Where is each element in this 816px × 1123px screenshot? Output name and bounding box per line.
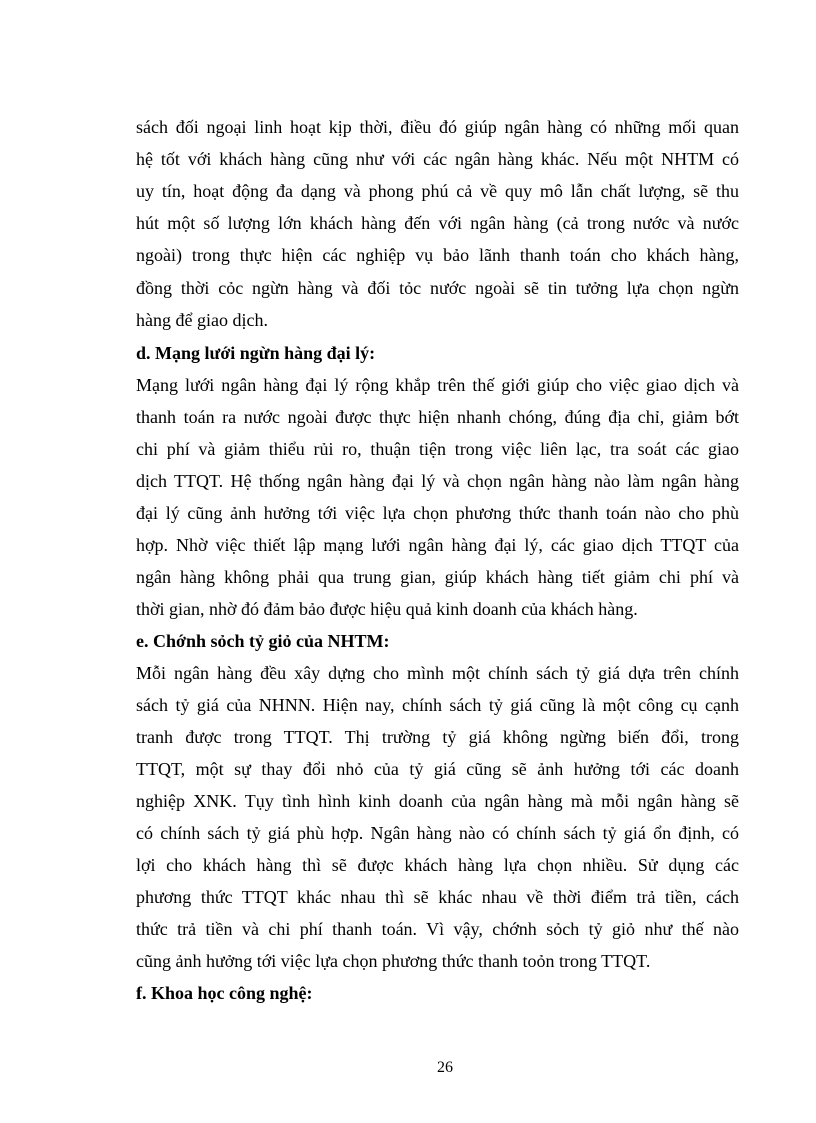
body-text-line: chi phí và giảm thiểu rủi ro, thuận tiện trong việc liên lạc, tra soát các giao — [136, 439, 739, 459]
section-heading-d: d. Mạng lưới ngừn hàng đại lý: — [136, 343, 376, 363]
body-text-line: thức trả tiền và chi phí thanh toán. Vì vậy, chớnh sỏch tỷ giỏ như thế nào — [136, 919, 739, 939]
body-text-line: thanh toán ra nước ngoài được thực hiện nhanh chóng, đúng địa chỉ, giảm bớt — [136, 407, 739, 427]
body-text-line: uy tín, hoạt động đa dạng và phong phú cả về quy mô lẫn chất lượng, sẽ thu — [136, 181, 739, 201]
body-text-line: đại lý cũng ảnh hưởng tới việc lựa chọn phương thức thanh toán nào cho phù — [136, 503, 739, 523]
body-text-line: ngân hàng không phải qua trung gian, giúp khách hàng tiết giảm chi phí và — [136, 567, 739, 587]
body-text-line: nghiệp XNK. Tụy tình hình kinh doanh của ngân hàng mà mỗi ngân hàng sẽ — [136, 791, 739, 811]
body-text-line: hợp. Nhờ việc thiết lập mạng lưới ngân hàng đại lý, các giao dịch TTQT của — [136, 535, 739, 555]
body-text-line: tranh được trong TTQT. Thị trường tỷ giá không ngừng biến đổi, trong — [136, 727, 739, 747]
body-text-line: Mạng lưới ngân hàng đại lý rộng khắp trên thế giới giúp cho việc giao dịch và — [136, 375, 739, 395]
body-text-line: TTQT, một sự thay đổi nhỏ của tỷ giá cũng sẽ ảnh hưởng tới các doanh — [136, 759, 739, 779]
body-text-line: sách đối ngoại linh hoạt kịp thời, điều đó giúp ngân hàng có những mối quan — [136, 117, 739, 137]
body-text-line: hệ tốt với khách hàng cũng như với các ngân hàng khác. Nếu một NHTM có — [136, 149, 739, 169]
body-text-line: sách tỷ giá của NHNN. Hiện nay, chính sách tỷ giá cũng là một công cụ cạnh — [136, 695, 739, 715]
body-text-line: đồng thời cỏc ngừn hàng và đối tỏc nước ngoài sẽ tin tưởng lựa chọn ngừn — [136, 278, 739, 298]
body-text-line: lợi cho khách hàng thì sẽ được khách hàng lựa chọn nhiều. Sử dụng các — [136, 855, 739, 875]
section-heading-e: e. Chớnh sỏch tỷ giỏ của NHTM: — [136, 631, 390, 651]
body-text-line: phương thức TTQT khác nhau thì sẽ khác nhau về thời điểm trả tiền, cách — [136, 887, 739, 907]
body-text-line: ngoài) trong thực hiện các nghiệp vụ bảo lãnh thanh toán cho khách hàng, — [136, 245, 739, 265]
body-text-line: có chính sách tỷ giá phù hợp. Ngân hàng nào có chính sách tỷ giá ổn định, có — [136, 823, 739, 843]
body-text-line: dịch TTQT. Hệ thống ngân hàng đại lý và chọn ngân hàng nào làm ngân hàng — [136, 471, 739, 491]
page-number: 26 — [437, 1059, 453, 1076]
body-text-line: Mỗi ngân hàng đều xây dựng cho mình một chính sách tỷ giá dựa trên chính — [136, 663, 739, 683]
body-text-line: hút một số lượng lớn khách hàng đến với ngân hàng (cả trong nước và nước — [136, 213, 739, 233]
body-text-line: thời gian, nhờ đó đảm bảo được hiệu quả kinh doanh của khách hàng. — [136, 599, 638, 619]
body-text-line: hàng để giao dịch. — [136, 310, 268, 330]
body-text-line: cũng ảnh hưởng tới việc lựa chọn phương thức thanh toỏn trong TTQT. — [136, 951, 651, 971]
section-heading-f: f. Khoa học công nghệ: — [136, 983, 313, 1003]
